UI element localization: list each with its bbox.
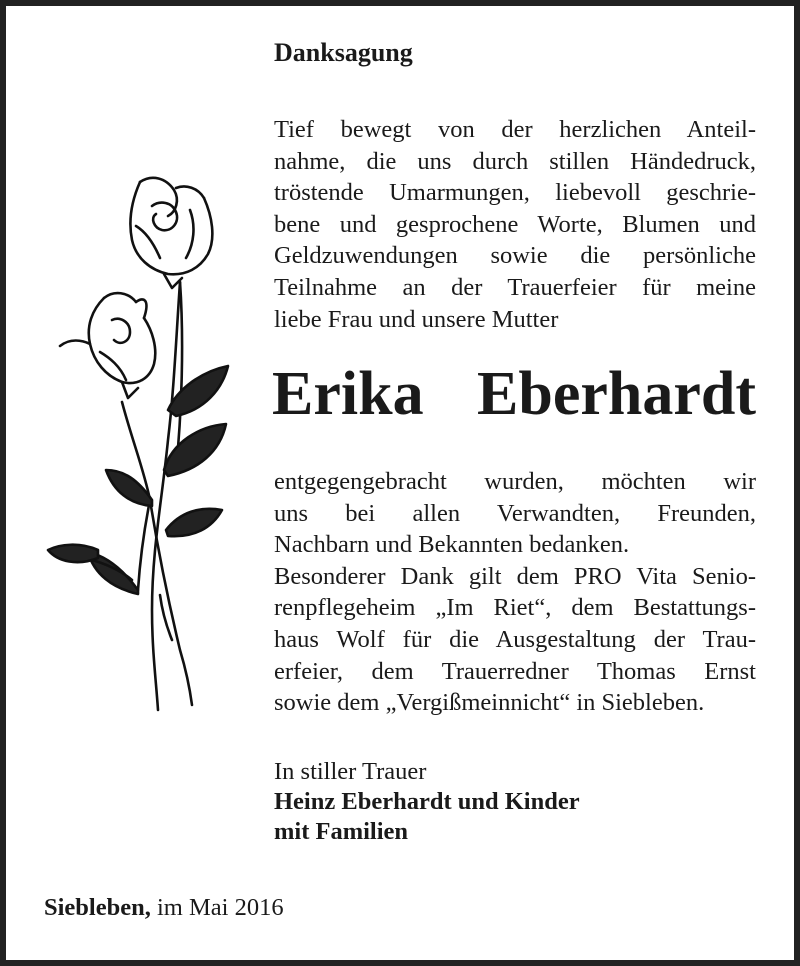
notice-heading: Danksagung: [274, 38, 413, 67]
intro-line: tröstende Umarmungen, liebevoll geschrie-: [274, 179, 756, 207]
thanks-line: uns bei allen Verwandten, Freunden,: [274, 499, 756, 527]
thanks-line: renpflegeheim „Im Riet“, dem Bestattungs-: [274, 594, 756, 622]
thanks-line: Besonderer Dank gilt dem PRO Vita Senio-: [274, 562, 756, 590]
thanks-paragraph: [274, 466, 756, 719]
intro-line: bene und gesprochene Worte, Blumen und: [274, 210, 756, 238]
signature-family: mit Familien: [274, 818, 409, 845]
intro-line: Geldzuwendungen sowie die persönliche: [274, 242, 756, 270]
intro-line: liebe Frau und unsere Mutter: [274, 305, 559, 333]
thanks-line: erfeier, dem Trauerredner Thomas Ernst: [274, 657, 756, 685]
deceased-name: Erika Eberhardt: [272, 360, 756, 428]
thanks-line: sowie dem „Vergißmeinnicht“ in Siebleben.: [274, 689, 705, 717]
signature-block: [274, 757, 580, 847]
intro-line: nahme, die uns durch stillen Händedruck,: [274, 147, 756, 175]
intro-line: Tief bewegt von der herzlichen Anteil-: [274, 116, 756, 143]
place: Siebleben,: [44, 894, 151, 921]
signature-names: Heinz Eberhardt und Kinder: [274, 788, 580, 815]
thanks-line: haus Wolf für die Ausgestaltung der Trau-: [274, 625, 756, 653]
intro-paragraph: [274, 114, 756, 335]
rose-illustration-icon: [40, 170, 240, 715]
signature-intro: In stiller Trauer: [274, 758, 427, 785]
date: im Mai 2016: [157, 894, 284, 921]
thanks-line: Nachbarn und Bekannten bedanken.: [274, 531, 630, 559]
intro-line: Teilnahme an der Trauerfeier für meine: [274, 273, 756, 301]
place-date: [44, 894, 284, 922]
thanks-line: entgegengebracht wurden, möchten wir: [274, 468, 756, 495]
